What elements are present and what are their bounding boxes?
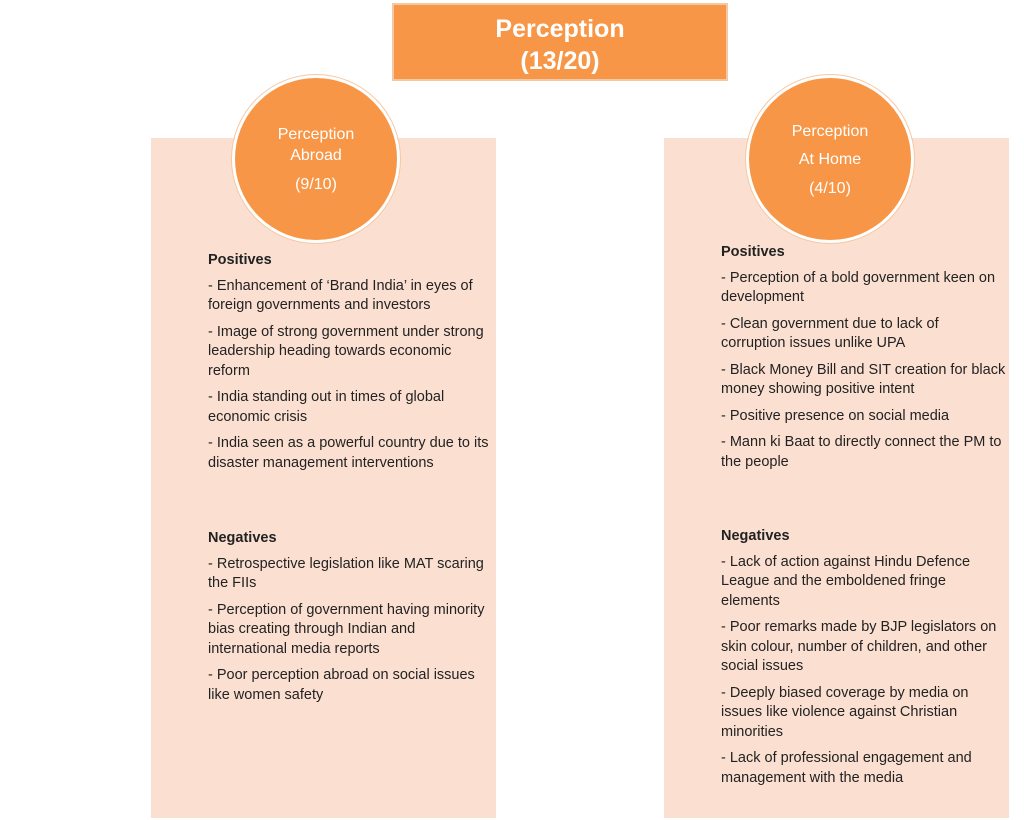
home-negatives-heading: Negatives — [721, 528, 790, 544]
abroad-positives-heading: Positives — [208, 252, 272, 268]
abroad-positive-item: - Enhancement of ‘Brand India’ in eyes of foreign governments and investors — [208, 277, 473, 313]
home-positives-heading: Positives — [721, 244, 785, 260]
abroad-negatives-heading: Negatives — [208, 530, 277, 546]
home-positive-item: - Clean government due to lack of corruption issues unlike UPA — [721, 315, 939, 351]
abroad-negative-item: - Perception of government having minority bias creating through Indian and international media reports — [208, 601, 485, 657]
home-negative-item: - Deeply biased coverage by media on issues like violence against Christian minorities — [721, 684, 969, 740]
circle-home-line1: Perception — [791, 123, 869, 140]
home-negative-item: - Lack of action against Hindu Defence League and the emboldened fringe elements — [721, 553, 971, 609]
abroad-positive-item: - Image of strong government under strong leadership heading towards economic reform — [208, 323, 484, 379]
abroad-negatives — [208, 529, 493, 712]
circle-abroad-score: (9/10) — [295, 176, 337, 193]
circle-perception-abroad — [232, 75, 400, 243]
home-positive-item: - Perception of a bold government keen on development — [721, 269, 996, 305]
home-negatives — [721, 527, 1006, 795]
home-positive-item: - Positive presence on social media — [721, 407, 950, 424]
circle-abroad-line2: Abroad — [290, 147, 342, 164]
abroad-positive-item: - India seen as a powerful country due to its disaster management interventions — [208, 435, 489, 471]
abroad-negative-item: - Poor perception abroad on social issues like women safety — [208, 667, 475, 703]
home-positives — [721, 243, 1006, 479]
home-positive-item: - Mann ki Baat to directly connect the PM to the people — [721, 434, 1002, 470]
title-line2: (13/20) — [520, 47, 600, 75]
abroad-positive-item: - India standing out in times of global economic crisis — [208, 389, 445, 425]
title-line1: Perception — [495, 15, 625, 43]
circle-home-line2: At Home — [798, 151, 862, 168]
home-positive-item: - Black Money Bill and SIT creation for black money showing positive intent — [721, 361, 1006, 397]
home-negative-item: - Poor remarks made by BJP legislators on skin colour, number of children, and other social issues — [721, 619, 997, 674]
abroad-positives — [208, 251, 493, 480]
circle-abroad-line1: Perception — [277, 126, 355, 143]
circle-home-score: (4/10) — [809, 180, 851, 197]
home-negative-item: - Lack of professional engagement and management with the media — [721, 750, 972, 786]
title-box — [392, 3, 728, 81]
abroad-negative-item: - Retrospective legislation like MAT scaring the FIIs — [208, 555, 484, 591]
circle-perception-home — [746, 75, 914, 243]
